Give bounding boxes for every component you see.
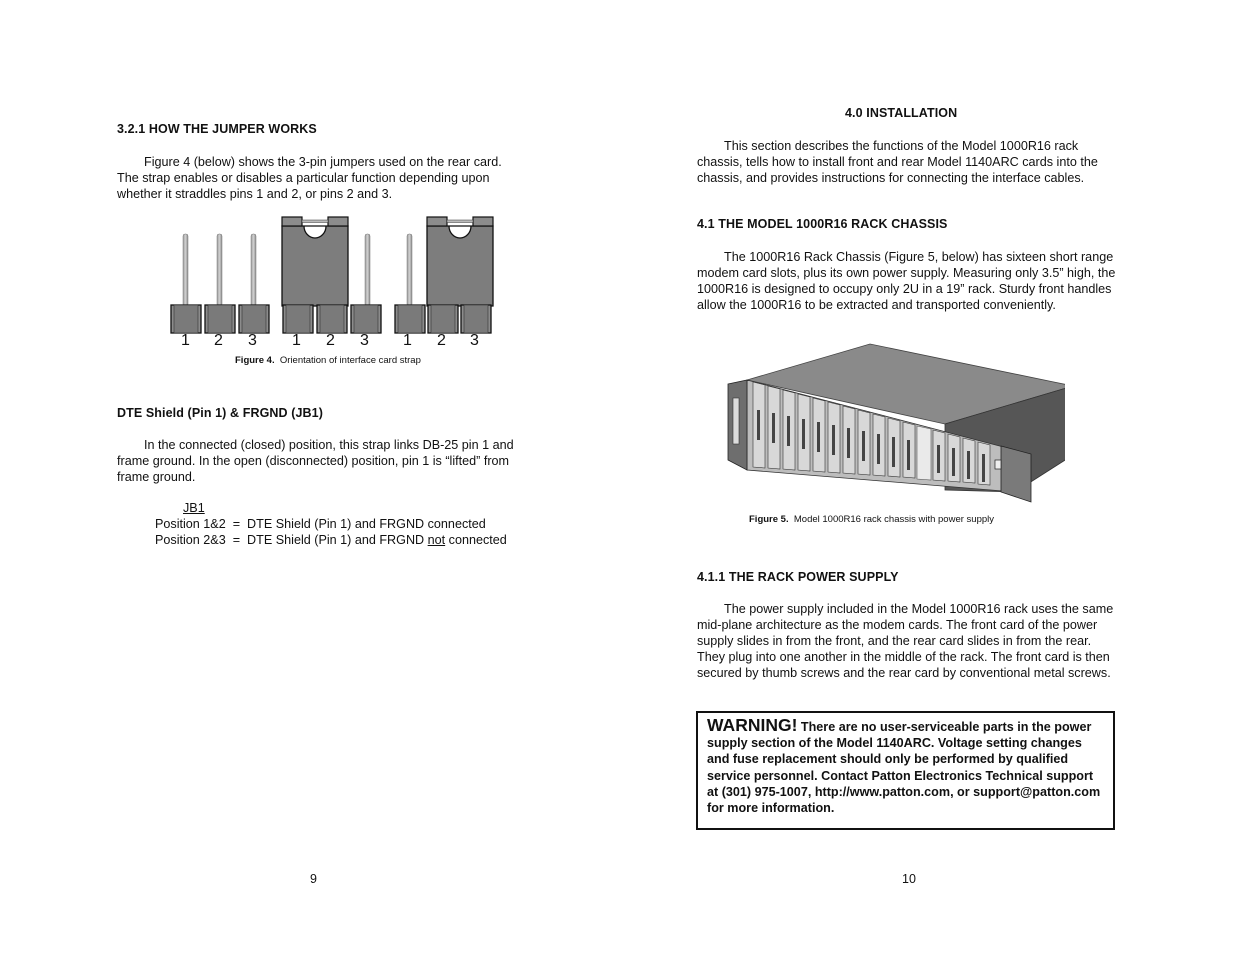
pin-label-2b: 2 <box>326 332 335 349</box>
jumper-group-strap-23 <box>395 217 493 333</box>
power-switch <box>995 460 1001 469</box>
installation-intro <box>697 138 1117 186</box>
warning-label: WARNING! <box>707 715 798 735</box>
jb1-table-title: JB1 <box>183 501 205 515</box>
section-411-paragraph <box>697 601 1122 681</box>
empty-slot <box>917 426 931 480</box>
installation-intro-text: This section describes the functions of the Model 1000R16 rack chassis, tells how to install front and rear Model 1140ARC cards into the chassis, and provides instructions for connecting the interface cables. <box>697 139 1098 185</box>
section-411-heading: 4.1.1 THE RACK POWER SUPPLY <box>697 570 899 584</box>
section-41-paragraph <box>697 249 1122 313</box>
jb1-paragraph-text: In the connected (closed) position, this strap links DB-25 pin 1 and frame ground. In the open (disconnected) position, pin 1 is “lifted” from frame ground. <box>117 438 514 484</box>
figure4-caption-label: Figure 4. <box>235 355 275 366</box>
warning-box <box>696 711 1115 830</box>
pin-label-2a: 2 <box>214 332 223 349</box>
pin-label-1b: 1 <box>292 332 301 349</box>
pin-label-2c: 2 <box>437 332 446 349</box>
jb1-row-23 <box>155 532 507 548</box>
section-heading-321: 3.2.1 HOW THE JUMPER WORKS <box>117 122 317 136</box>
jumper-group-strap-12 <box>282 217 381 333</box>
page-number-right: 10 <box>902 872 916 886</box>
jb1-paragraph <box>117 437 537 485</box>
jb1-row-23-suffix: connected <box>445 533 507 547</box>
pin-label-3b: 3 <box>360 332 369 349</box>
jb1-row-23-emph: not <box>427 533 446 547</box>
installation-title: 4.0 INSTALLATION <box>845 106 958 120</box>
pin-label-1a: 1 <box>181 332 190 349</box>
figure4-caption-text: Orientation of interface card strap <box>279 355 421 366</box>
jb1-heading: DTE Shield (Pin 1) & FRGND (JB1) <box>117 406 323 420</box>
figure5-caption <box>749 514 994 525</box>
figure5-caption-text: Model 1000R16 rack chassis with power supply <box>793 514 995 525</box>
section-411-text: The power supply included in the Model 1000R16 rack uses the same mid-plane architecture as the modem cards. The front card of the power supply slides in from the front, and the rear card slides in from the rear. They plug into one another in the middle of the rack. The front card is then secured by thumb screws and the rear card by conventional metal screws. <box>697 602 1114 680</box>
pin-label-3a: 3 <box>248 332 257 349</box>
section-41-text: The 1000R16 Rack Chassis (Figure 5, below) has sixteen short range modem card slots, plus its own power supply. Measuring only 3.5” high, the 1000R16 is designed to occupy only 2U in a 19” rack. Sturdy front handles allow the 1000R16 to be extracted and transported conveniently. <box>697 250 1116 312</box>
figure5-rack-chassis <box>725 340 1065 505</box>
jb1-row-12: Position 1&2 = DTE Shield (Pin 1) and FRGND connected <box>155 517 486 531</box>
pin-label-3c: 3 <box>470 332 479 349</box>
page-number-left: 9 <box>310 872 317 886</box>
jumper-intro-paragraph <box>117 154 522 202</box>
figure5-caption-label: Figure 5. <box>749 514 789 525</box>
jumper-intro-text: Figure 4 (below) shows the 3-pin jumpers used on the rear card. The strap enables or disables a particular function depending upon whether it straddles pins 1 and 2, or pins 2 and 3. <box>117 155 502 201</box>
jumper-group-open <box>171 234 269 333</box>
section-41-heading: 4.1 THE MODEL 1000R16 RACK CHASSIS <box>697 217 948 231</box>
jb1-row-23-prefix: Position 2&3 = DTE Shield (Pin 1) and FRGND <box>155 533 428 547</box>
right-handle <box>1001 446 1031 502</box>
figure4-caption <box>235 355 421 366</box>
warning-text: There are no user-serviceable parts in the power supply section of the Model 1140ARC. Voltage setting changes and fuse replacement should only be performed by qualified service personnel. Contact Patton Electronics Technical support at (301) 975-1007, http://www.patton.com, or support@patton.com for more information. <box>707 720 1101 816</box>
pin-label-1c: 1 <box>403 332 412 349</box>
